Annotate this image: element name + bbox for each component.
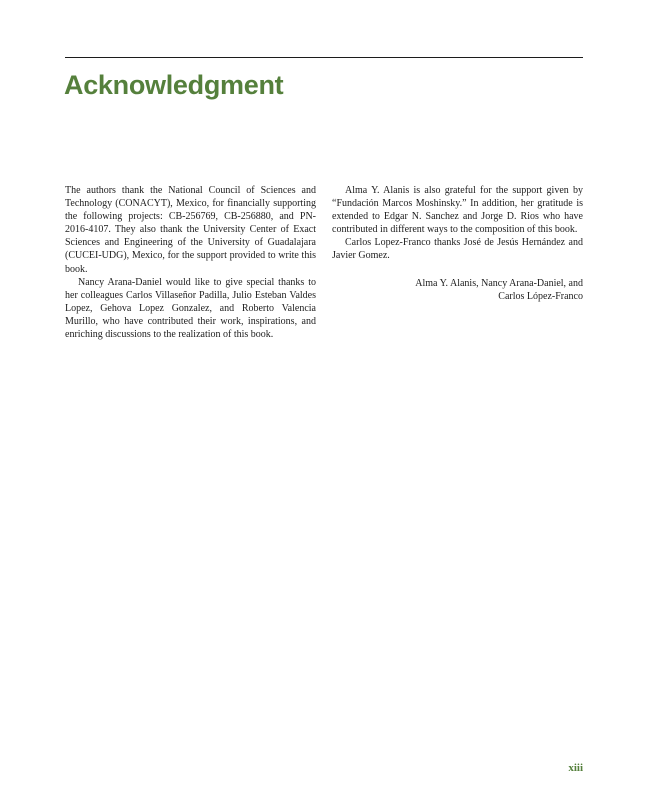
- paragraph-authors-thanks: The authors thank the National Council of Sciences and Technology (CONACYT), Mexico, for financially supporting the following projects: CB-256769, CB-256880, and PN-2016-4107. They also thank the University Center of Exact Sciences and Engineering of the University of Guadalajara (CUCEI-UDG), Mexico, for the support provided to write this book.: [65, 185, 316, 275]
- signature-line-1: Alma Y. Alanis, Nancy Arana-Daniel, and: [415, 277, 583, 289]
- signature-block: [332, 277, 583, 303]
- paragraph-nancy-thanks: Nancy Arana-Daniel would like to give special thanks to her colleagues Carlos Villaseñor Padilla, Julio Esteban Valdes Lopez, Gehova Lopez Gonzalez, and Roberto Valencia Murillo, who have contributed their work, inspirations, and enriching discussions to the realization of this book.: [65, 276, 316, 341]
- signature-line-2: Carlos López-Franco: [498, 290, 583, 302]
- page-title: Acknowledgment: [64, 70, 284, 100]
- page-number: xiii: [568, 762, 583, 774]
- paragraph-alma-thanks: Alma Y. Alanis is also grateful for the support given by “Fundación Marcos Moshinsky.” In addition, her gratitude is extended to Edgar N. Sanchez and Jorge D. Rios who have contributed in different ways to the composition of this book.: [332, 185, 583, 236]
- two-column-body: [65, 184, 583, 341]
- left-column: [65, 184, 316, 341]
- top-rule: [65, 57, 583, 58]
- right-column: [332, 184, 583, 341]
- paragraph-carlos-thanks: Carlos Lopez-Franco thanks José de Jesús Hernández and Javier Gomez.: [332, 237, 583, 262]
